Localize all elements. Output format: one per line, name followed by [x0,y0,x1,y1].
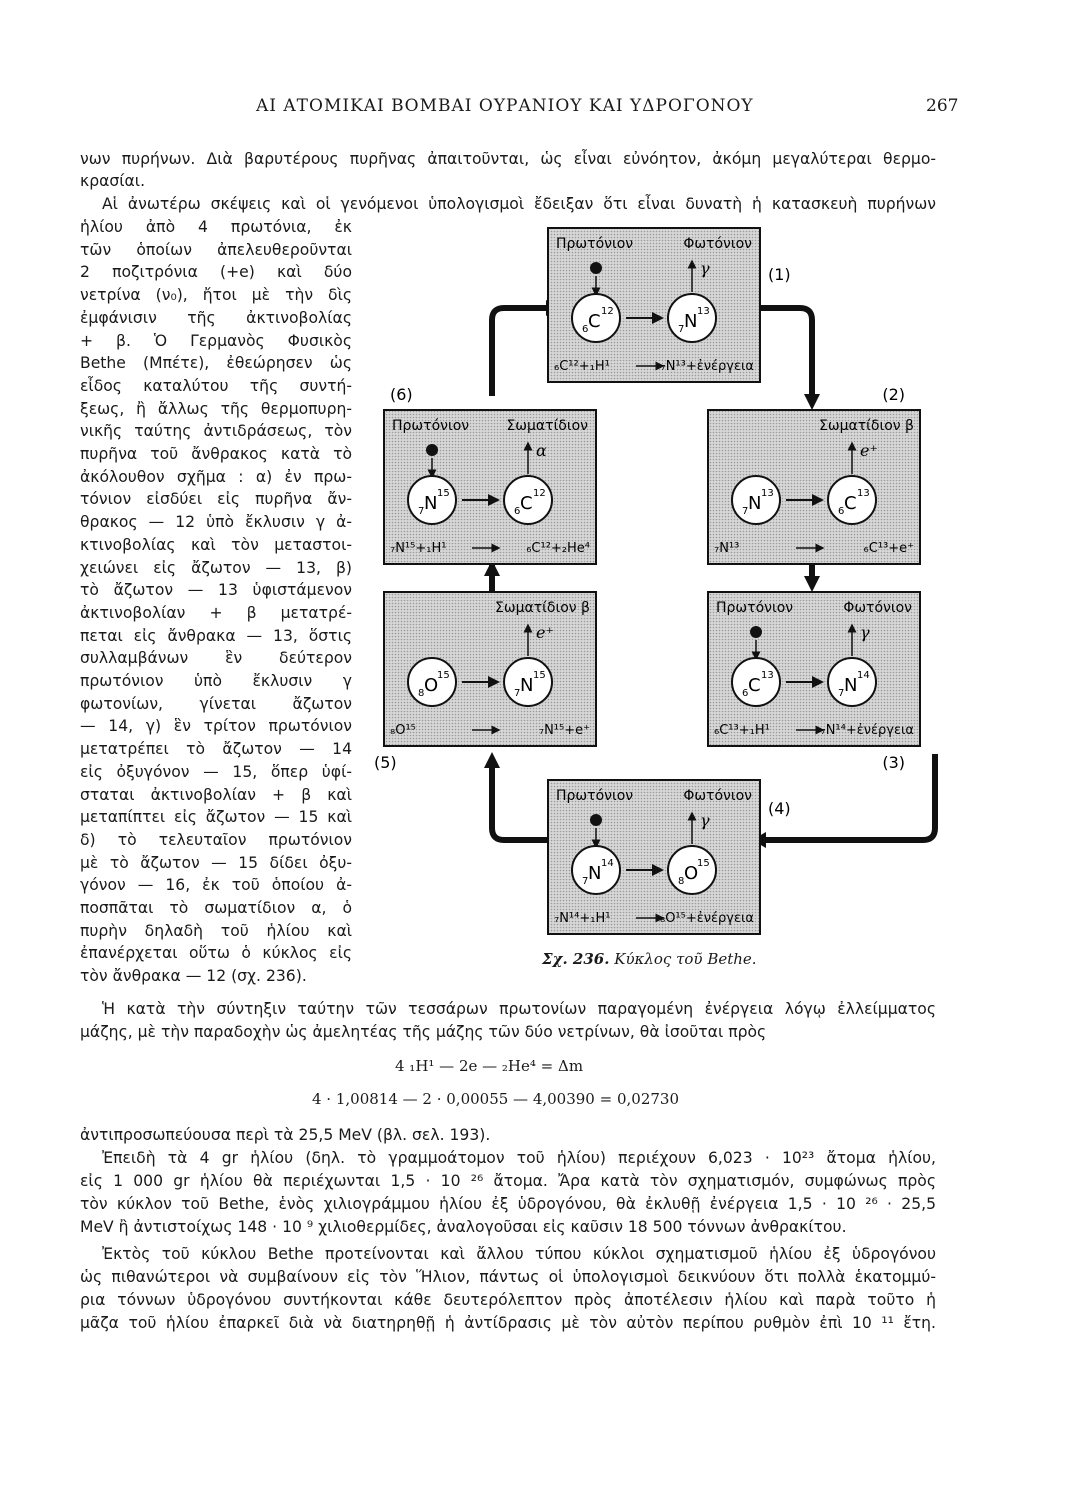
box-label-proton: Πρωτόνιον [392,418,470,434]
left-column-line: πυρῆνα τοῦ ἄνθρακος κατὰ τὸ [80,445,352,463]
left-column-line: εἶδος καταλύτου τῆς συντή- [80,376,352,395]
mass-number: 12 [601,306,614,317]
mass-number: 15 [437,488,450,499]
left-column-line: θρακος — 12 ὑπὸ ἔκλυσιν γ ἀ- [80,513,352,532]
step-number: (3) [882,753,905,772]
left-column-line: ἡλίου ἀπὸ 4 πρωτόνια, ἐκ [80,218,352,236]
mass-number: 14 [601,858,614,869]
left-column-line: φωτονίων, γίνεται ἄζωτον [80,694,352,713]
left-column-line: ποσπᾶται τὸ σωματίδιον α, ὁ [80,899,352,917]
box-label-emission: Φωτόνιον [843,600,912,616]
paragraph-line: ἀντιπροσωπεύουσα περὶ τὰ 25,5 MeV (βλ. σελ. 193). [80,1126,491,1144]
atomic-number: 8 [678,876,685,887]
paragraph-line: MeV ἢ ἀντιστοίχως 148 · 10 ⁹ χιλιοθερμίδες, ἀναλογοῦσαι εἰς καῦσιν 18 500 τόννων ἀνθρακίτου. [80,1218,847,1236]
atomic-number: 7 [418,506,425,517]
proton-dot-icon [426,444,438,456]
paragraph-line: ρια τόννων ὑδρογόνου συντήκονται κάθε δευτερόλεπτον πρὸς ἀποτέλεσιν ἡλίου καὶ παρὰ τοῦτο ἡ [80,1291,936,1309]
reaction-products: ₇N¹⁴+ἐνέργεια [820,723,914,738]
emitted-particle: γ [860,623,870,642]
left-column-line: νικῆς ταύτης ἀντιδράσεως, τὸν [80,422,352,441]
emitted-particle: e⁺ [536,623,554,642]
mass-number: 15 [697,858,710,869]
nucleus-symbol: N [588,863,602,884]
reaction-reactants: ₆C¹²+₁H¹ [554,359,610,374]
atomic-number: 6 [838,506,845,517]
nucleus-symbol: O [424,675,439,696]
atomic-number: 7 [582,876,589,887]
emitted-particle: α [536,441,547,460]
mass-number: 14 [857,670,870,681]
paragraph-line: Ἡ κατὰ τὴν σύντηξιν ταύτην τῶν τεσσάρων πρωτονίων παραγομένη ἐνέργεια λόγῳ ἐλλείμματος [102,1000,936,1018]
cycle-arrows [492,308,935,840]
left-column-line: Bethe (Μπέτε), ἐθεώρησεν ὡς [80,354,352,373]
nucleus-symbol: C [748,675,761,696]
left-column-line: πρωτόνιον ὑπὸ ἔκλυσιν γ [80,672,352,690]
nucleus-symbol: C [520,493,533,514]
paragraph-line: Ἐπειδὴ τὰ 4 gr ἡλίου (δηλ. τὸ γραμμοάτομον τοῦ ἡλίου) περιέχουν 6,023 · 10²³ ἄτομα ἡλίου, [102,1149,936,1167]
reaction-products: ₆C¹²+₂He⁴ [526,541,590,556]
equation-numeric: 4 · 1,00814 — 2 · 0,00055 — 4,00390 = 0,02730 [312,1090,679,1108]
atomic-number: 7 [742,506,749,517]
left-column-line: ξεως, ἢ ἄλλως τῆς θερμοπυρη- [80,399,352,418]
mass-number: 13 [761,670,774,681]
intro-line: νων πυρήνων. Διὰ βαρυτέρους πυρῆνας ἀπαιτοῦνται, ὡς εἶναι εὐνόητον, ἀκόμη μεγαλύτεραι θερμο- [80,150,936,168]
nucleus-symbol: C [588,311,601,332]
atomic-number: 6 [742,688,749,699]
left-column-line: ἀκτινοβολίαν + β μετατρέ- [80,603,352,622]
left-column-line: νετρίνα (ν₀), ἤτοι μὲ τὴν δὶς [80,286,352,305]
paragraph-line: τὸν κύκλον τοῦ Bethe, ἑνὸς χιλιογράμμου ἡλίου ἐξ ὑδρογόνου, θὰ ἐκλυθῇ ἐνέργεια 1,5 · 10 ²⁶ · 25,5 [80,1195,936,1213]
reaction-box-4 [548,780,760,934]
intro-line: Αἱ ἀνωτέρω σκέψεις καὶ οἱ γενόμενοι ὑπολογισμοὶ ἔδειξαν ὅτι εἶναι δυνατὴ ἡ κατασκευὴ πυρήνων [102,195,936,213]
nucleus-symbol: O [684,863,699,884]
arrow-6-to-1 [492,308,548,396]
reaction-box-1 [548,228,760,382]
nucleus-symbol: N [520,675,534,696]
step-number: (2) [882,385,905,404]
box-label-emission: Φωτόνιον [683,788,752,804]
left-column-line: — 14, γ) ἓν τρίτον πρωτόνιον [80,717,352,736]
paragraph-line: μᾶζα τοῦ ἡλίου ἐπαρκεῖ διὰ νὰ διατηρηθῇ ἡ ἀντίδρασις μὲ τὸν αὐτὸν περίπου ρυθμὸν ἐπὶ 10 ¹¹ ἔτη. [80,1314,936,1332]
paragraph-line: μάζης, μὲ τὴν παραδοχὴν ὡς ἀμελητέας τῆς μάζης τῶν δύο νετρίνων, θὰ ἰσοῦται πρὸς [80,1023,767,1041]
nucleus-symbol: N [748,493,762,514]
figure-caption-text: Κύκλος τοῦ Bethe. [614,950,757,968]
left-column-line: μὲ τὸ ἄζωτον — 15 δίδει ὀξυ- [80,853,352,872]
reaction-box-2 [708,410,920,564]
box-label-emission: Σωματίδιον [506,418,588,434]
left-column-line: χειώνει εἰς ἄζωτον — 13, β) [80,558,352,577]
box-label-proton: Πρωτόνιον [556,788,634,804]
paragraph-line: ὡς πιθανώτεροι νὰ συμβαίνουν εἰς τὸν Ἥλιον, πάντως οἱ ὑπολογισμοὶ δεικνύουν ὅτι πολλὰ ἑκατομμύ- [80,1268,936,1286]
reaction-reactants: ₇N¹⁵+₁H¹ [390,541,447,556]
left-column-line: μεταπίπτει εἰς ἄζωτον — 15 καὶ [80,808,352,827]
reaction-box-6 [384,410,596,564]
step-number: (6) [390,385,413,404]
reaction-products: ₈O¹⁵+ἐνέργεια [659,911,754,926]
paragraph-line: Ἐκτὸς τοῦ κύκλου Bethe προτείνονται καὶ ἄλλου τύπου κύκλοι σχηματισμοῦ ἡλίου ἐξ ὑδρογόνου [102,1245,936,1263]
running-header: ΑΙ ΑΤΟΜΙΚΑΙ ΒΟΜΒΑΙ ΟΥΡΑΝΙΟΥ ΚΑΙ ΥΔΡΟΓΟΝΟΥ [256,96,754,116]
mass-number: 13 [761,488,774,499]
mass-number: 13 [857,488,870,499]
proton-dot-icon [590,262,602,274]
atomic-number: 7 [514,688,521,699]
left-column-line: 2 ποζιτρόνια (+e) καὶ δύο [80,263,352,282]
reaction-reactants: ₇N¹³ [714,541,740,556]
left-column-line: τὸν ἄνθρακα — 12 (σχ. 236). [80,967,307,986]
reaction-products: ₇N¹³+ἐνέργεια [660,359,754,374]
atomic-number: 6 [514,506,521,517]
mass-number: 13 [697,306,710,317]
box-label-emission: Φωτόνιον [683,236,752,252]
reaction-reactants: ₇N¹⁴+₁H¹ [554,911,611,926]
reaction-products: ₇N¹⁵+e⁺ [538,723,590,738]
left-column-line: τόνιον εἰσδύει εἰς πυρῆνα ἄν- [80,490,352,509]
nucleus-symbol: N [684,311,698,332]
step-number: (1) [768,265,791,284]
proton-dot-icon [590,814,602,826]
left-column-line: κτινοβολίας καὶ τὸν μεταστοι- [80,535,352,554]
reaction-reactants: ₆C¹³+₁H¹ [714,723,770,738]
reaction-reactants: ₈O¹⁵ [390,723,416,738]
mass-number: 12 [533,488,546,499]
left-column-line: πυρὴν δηλαδὴ τοῦ ἡλίου καὶ [80,921,352,940]
box-label-proton: Πρωτόνιον [716,600,794,616]
equation-mass-defect: 4 ₁H¹ — 2e — ₂He⁴ = Δm [395,1057,584,1075]
figure-caption-number: Σχ. 236. [542,950,610,968]
left-column-line: τὸ ἄζωτον — 13 ὑφιστάμενον [80,581,352,600]
left-column-line: πεται εἰς ἄνθρακα — 13, ὅστις [80,626,352,645]
left-column-line: τῶν ὁποίων ἀπελευθεροῦνται [80,240,352,259]
atomic-number: 6 [582,324,589,335]
left-column-line: εἰς ὀξυγόνον — 15, ὅπερ ὑφί- [80,762,352,781]
left-column-line: ἐπανέρχεται οὕτω ὁ κύκλος εἰς [80,944,352,963]
left-column-line: συλλαμβάνων ἓν δεύτερον [80,649,352,668]
box-label-proton: Πρωτόνιον [556,236,634,252]
nucleus-symbol: N [844,675,858,696]
box-label-emission: Σωματίδιον β [495,600,590,616]
left-column-line: ἀκόλουθον σχῆμα : α) ἐν πρω- [80,467,352,486]
mass-number: 15 [437,670,450,681]
figure-caption [542,950,757,968]
reaction-box-3 [708,592,920,746]
atomic-number: 8 [418,688,425,699]
box-label-emission: Σωματίδιον β [819,418,914,434]
arrow-3-to-4 [765,754,935,840]
step-number: (4) [768,799,791,818]
intro-line: κρασίαι. [80,172,146,190]
nucleus-symbol: C [844,493,857,514]
left-column-line: + β. Ὁ Γερμανὸς Φυσικὸς [80,331,352,350]
reaction-products: ₆C¹³+e⁺ [863,541,914,556]
mass-number: 15 [533,670,546,681]
bethe-cycle-figure [370,218,950,970]
left-column-line: ἐμφάνισιν τῆς ἀκτινοβολίας [80,308,352,327]
atomic-number: 7 [838,688,845,699]
step-number: (5) [374,753,397,772]
arrow-1-to-2 [760,308,812,396]
left-column-line: σταται ἀκτινοβολίαν + β καὶ [80,785,352,804]
left-column-line: δ) τὸ τελευταῖον πρωτόνιον [80,830,352,849]
left-column-line: γόνον — 16, ἐκ τοῦ ὁποίου ἀ- [80,876,352,895]
proton-dot-icon [750,626,762,638]
emitted-particle: γ [700,259,710,278]
reaction-box-5 [384,592,596,746]
arrow-4-to-5 [492,766,552,840]
nucleus-symbol: N [424,493,438,514]
emitted-particle: e⁺ [860,441,878,460]
left-column-line: μετατρέπει τὸ ἄζωτον — 14 [80,740,352,759]
atomic-number: 7 [678,324,685,335]
emitted-particle: γ [700,811,710,830]
page-number: 267 [926,96,959,116]
paragraph-line: εἰς 1 000 gr ἡλίου θὰ περιέχωνται 1,5 · 10 ²⁶ ἄτομα. Ἄρα κατὰ τὸν σχηματισμόν, συμφώνως πρὸς [80,1172,936,1190]
